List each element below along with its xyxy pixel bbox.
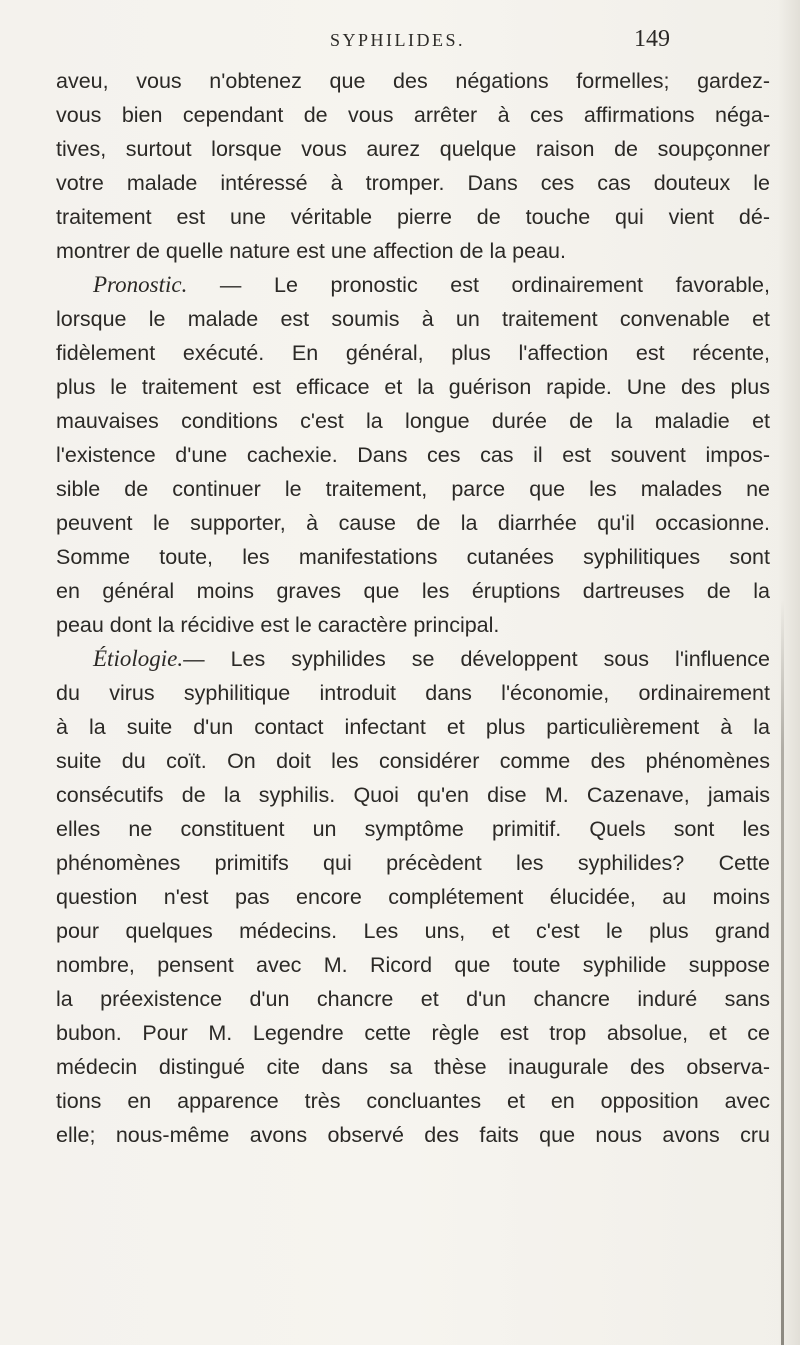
running-title: SYPHILIDES. <box>330 30 466 50</box>
section-heading-pronostic: Pronostic. <box>93 272 188 297</box>
text-line: à la suite d'un contact infectant et plus particulièrement à la <box>56 715 770 739</box>
text-line: médecin distingué cite dans sa thèse inaugurale des observa- <box>56 1055 770 1079</box>
text-run: — Le pronostic est ordinairement favorable, <box>187 273 770 297</box>
page-number: 149 <box>634 26 670 52</box>
paragraph-first-line <box>56 268 770 302</box>
text-line: en général moins graves que les éruptions dartreuses de la <box>56 579 770 603</box>
body-text <box>56 64 770 1152</box>
text-line: sible de continuer le traitement, parce que les malades ne <box>56 477 770 501</box>
text-line: question n'est pas encore complétement élucidée, au moins <box>56 885 770 909</box>
text-line: consécutifs de la syphilis. Quoi qu'en dise M. Cazenave, jamais <box>56 783 770 807</box>
text-line: tions en apparence très concluantes et en opposition avec <box>56 1089 770 1113</box>
text-line: elle; nous-même avons observé des faits que nous avons cru <box>56 1123 770 1147</box>
text-line: bubon. Pour M. Legendre cette règle est trop absolue, et ce <box>56 1021 770 1045</box>
text-line: peau dont la récidive est le caractère principal. <box>56 613 500 637</box>
text-line: l'existence d'une cachexie. Dans ces cas il est souvent impos- <box>56 443 770 467</box>
text-line: tives, surtout lorsque vous aurez quelque raison de soupçonner <box>56 137 770 161</box>
text-line: phénomènes primitifs qui précèdent les syphilides? Cette <box>56 851 770 875</box>
text-line: votre malade intéressé à tromper. Dans ces cas douteux le <box>56 171 770 195</box>
text-line: suite du coït. On doit les considérer comme des phénomènes <box>56 749 770 773</box>
text-line: elles ne constituent un symptôme primitif. Quels sont les <box>56 817 770 841</box>
text-run: — Les syphilides se développent sous l'influence <box>183 647 770 671</box>
text-line: mauvaises conditions c'est la longue durée de la maladie et <box>56 409 770 433</box>
text-line: vous bien cependant de vous arrêter à ces affirmations néga- <box>56 103 770 127</box>
paragraph-first-line <box>56 642 770 676</box>
text-line: la préexistence d'un chancre et d'un chancre induré sans <box>56 987 770 1011</box>
text-line: pour quelques médecins. Les uns, et c'est le plus grand <box>56 919 770 943</box>
text-line: montrer de quelle nature est une affection de la peau. <box>56 239 566 263</box>
page-fold-line <box>781 600 784 1345</box>
text-line: nombre, pensent avec M. Ricord que toute syphilide suppose <box>56 953 770 977</box>
section-heading-etiologie: Étiologie. <box>93 646 184 671</box>
text-line: plus le traitement est efficace et la guérison rapide. Une des plus <box>56 375 770 399</box>
page-header <box>330 26 670 56</box>
text-line: du virus syphilitique introduit dans l'économie, ordinairement <box>56 681 770 705</box>
text-line: lorsque le malade est soumis à un traitement convenable et <box>56 307 770 331</box>
text-line: fidèlement exécuté. En général, plus l'affection est récente, <box>56 341 770 365</box>
text-line: peuvent le supporter, à cause de la diarrhée qu'il occasionne. <box>56 511 770 535</box>
text-line: traitement est une véritable pierre de touche qui vient dé- <box>56 205 770 229</box>
text-line: aveu, vous n'obtenez que des négations formelles; gardez- <box>56 69 770 93</box>
text-line: Somme toute, les manifestations cutanées syphilitiques sont <box>56 545 770 569</box>
